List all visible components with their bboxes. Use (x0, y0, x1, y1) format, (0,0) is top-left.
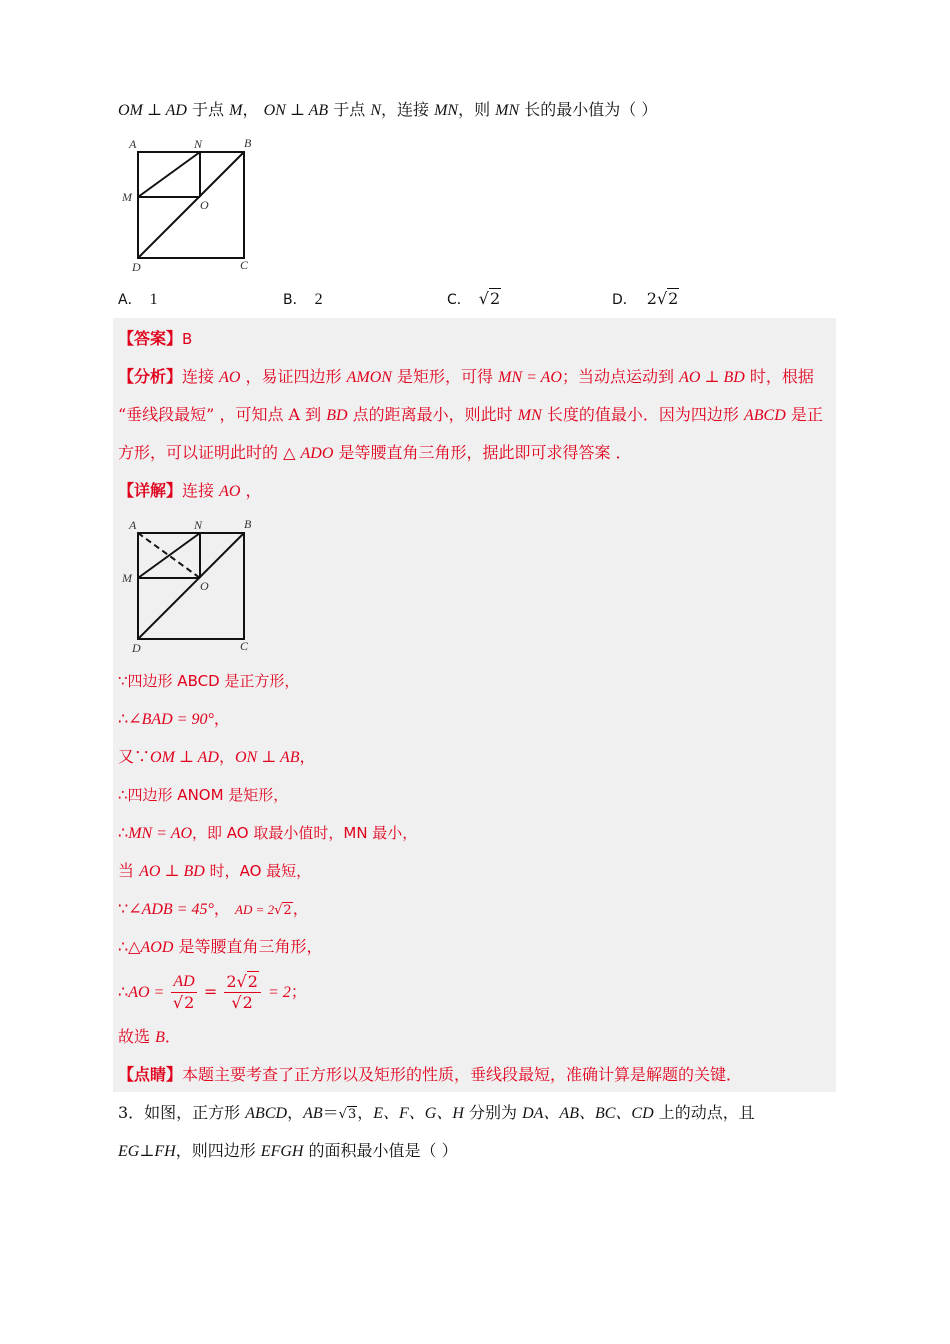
square-figure-with-ao (118, 515, 258, 655)
option-b[interactable]: B． 2 (283, 291, 323, 308)
label-c: C (240, 639, 249, 653)
step-5: ∴MN = AO，即 AO 取最小值时，MN 最小， (118, 823, 418, 842)
step-7: ∵∠ADB = 45°， AD = 2√2， (118, 899, 309, 918)
step-4: ∴四边形 ANOM 是矩形， (118, 786, 289, 804)
label-o: O (200, 198, 209, 212)
sqrt-icon: √ (478, 289, 489, 308)
option-d[interactable]: D． 2√2 (612, 289, 679, 308)
label-a: A (129, 518, 137, 532)
detail-line: 【详解】连接 AO ， (118, 481, 262, 500)
label-b: B (244, 136, 252, 150)
sqrt-icon: √ (338, 1107, 347, 1122)
step-2: ∴∠BAD = 90°， (118, 709, 230, 728)
fraction-ad-over-sqrt2: $\frac{AD}{√2}$ (172, 973, 195, 1012)
sqrt-icon: √ (172, 993, 184, 1012)
label-o: O (200, 579, 209, 593)
step-9: ∴AO = $\frac{AD}{√2}$ = $\frac{2√2}{√2}$ = 2； (118, 972, 307, 1012)
label-b: B (244, 517, 252, 531)
next-question-line-2: EG⊥FH，则四边形 EFGH 的面积最小值是（ ） (118, 1141, 458, 1160)
comment-line: 【点睛】本题主要考查了正方形以及矩形的性质，垂线段最短，准确计算是解题的关键． (118, 1065, 743, 1084)
option-c[interactable]: C． √2 (447, 289, 501, 308)
sqrt-icon: √ (656, 289, 668, 308)
square-figure (118, 135, 258, 275)
step-10: 故选 B． (118, 1027, 181, 1046)
analysis-line-2: “垂线段最短” ，可知点 A 到 BD 点的距离最小，则此时 MN 长度的值最小．因为四边形 ABCD 是正 (118, 405, 823, 424)
option-a[interactable]: A． 1 (118, 291, 158, 308)
question-intro: OM ⊥ AD 于点 M， ON ⊥ AB 于点 N，连接 MN，则 MN 长的最小值为（ ） (118, 100, 658, 119)
label-n: N (194, 518, 203, 532)
next-question-line-1: 3．如图，正方形 ABCD，AB＝√3，E、F、G、H 分别为 DA、AB、BC、CD 上的动点，且 (118, 1103, 755, 1122)
label-m: M (122, 571, 132, 585)
label-m: M (122, 190, 132, 204)
label-a: A (129, 137, 137, 151)
analysis-line-1: 【分析】连接 AO ，易证四边形 AMON 是矩形，可得 MN = AO；当动点运动到 AO ⊥ BD 时，根据 (118, 367, 814, 386)
fraction-2sqrt2-over-sqrt2: $\frac{2√2}{√2}$ (224, 972, 261, 1013)
sqrt-icon: √ (236, 972, 247, 991)
label-n: N (194, 137, 203, 151)
label-d: D (132, 641, 141, 655)
step-1: ∵四边形 ABCD 是正方形， (118, 672, 300, 690)
step-3: 又∵OM ⊥ AD，ON ⊥ AB， (118, 747, 316, 766)
analysis-line-3: 方形，可以证明此时的 △ ADO 是等腰直角三角形，据此即可求得答案 ． (118, 443, 632, 462)
sqrt-icon: √ (231, 993, 242, 1012)
sqrt-icon: √ (274, 903, 283, 918)
step-6: 当 AO ⊥ BD 时，AO 最短， (118, 861, 312, 880)
answer-line: 【答案】B (118, 329, 193, 348)
label-d: D (132, 260, 141, 274)
step-8: ∴△AOD 是等腰直角三角形， (118, 937, 323, 956)
label-c: C (240, 258, 249, 272)
